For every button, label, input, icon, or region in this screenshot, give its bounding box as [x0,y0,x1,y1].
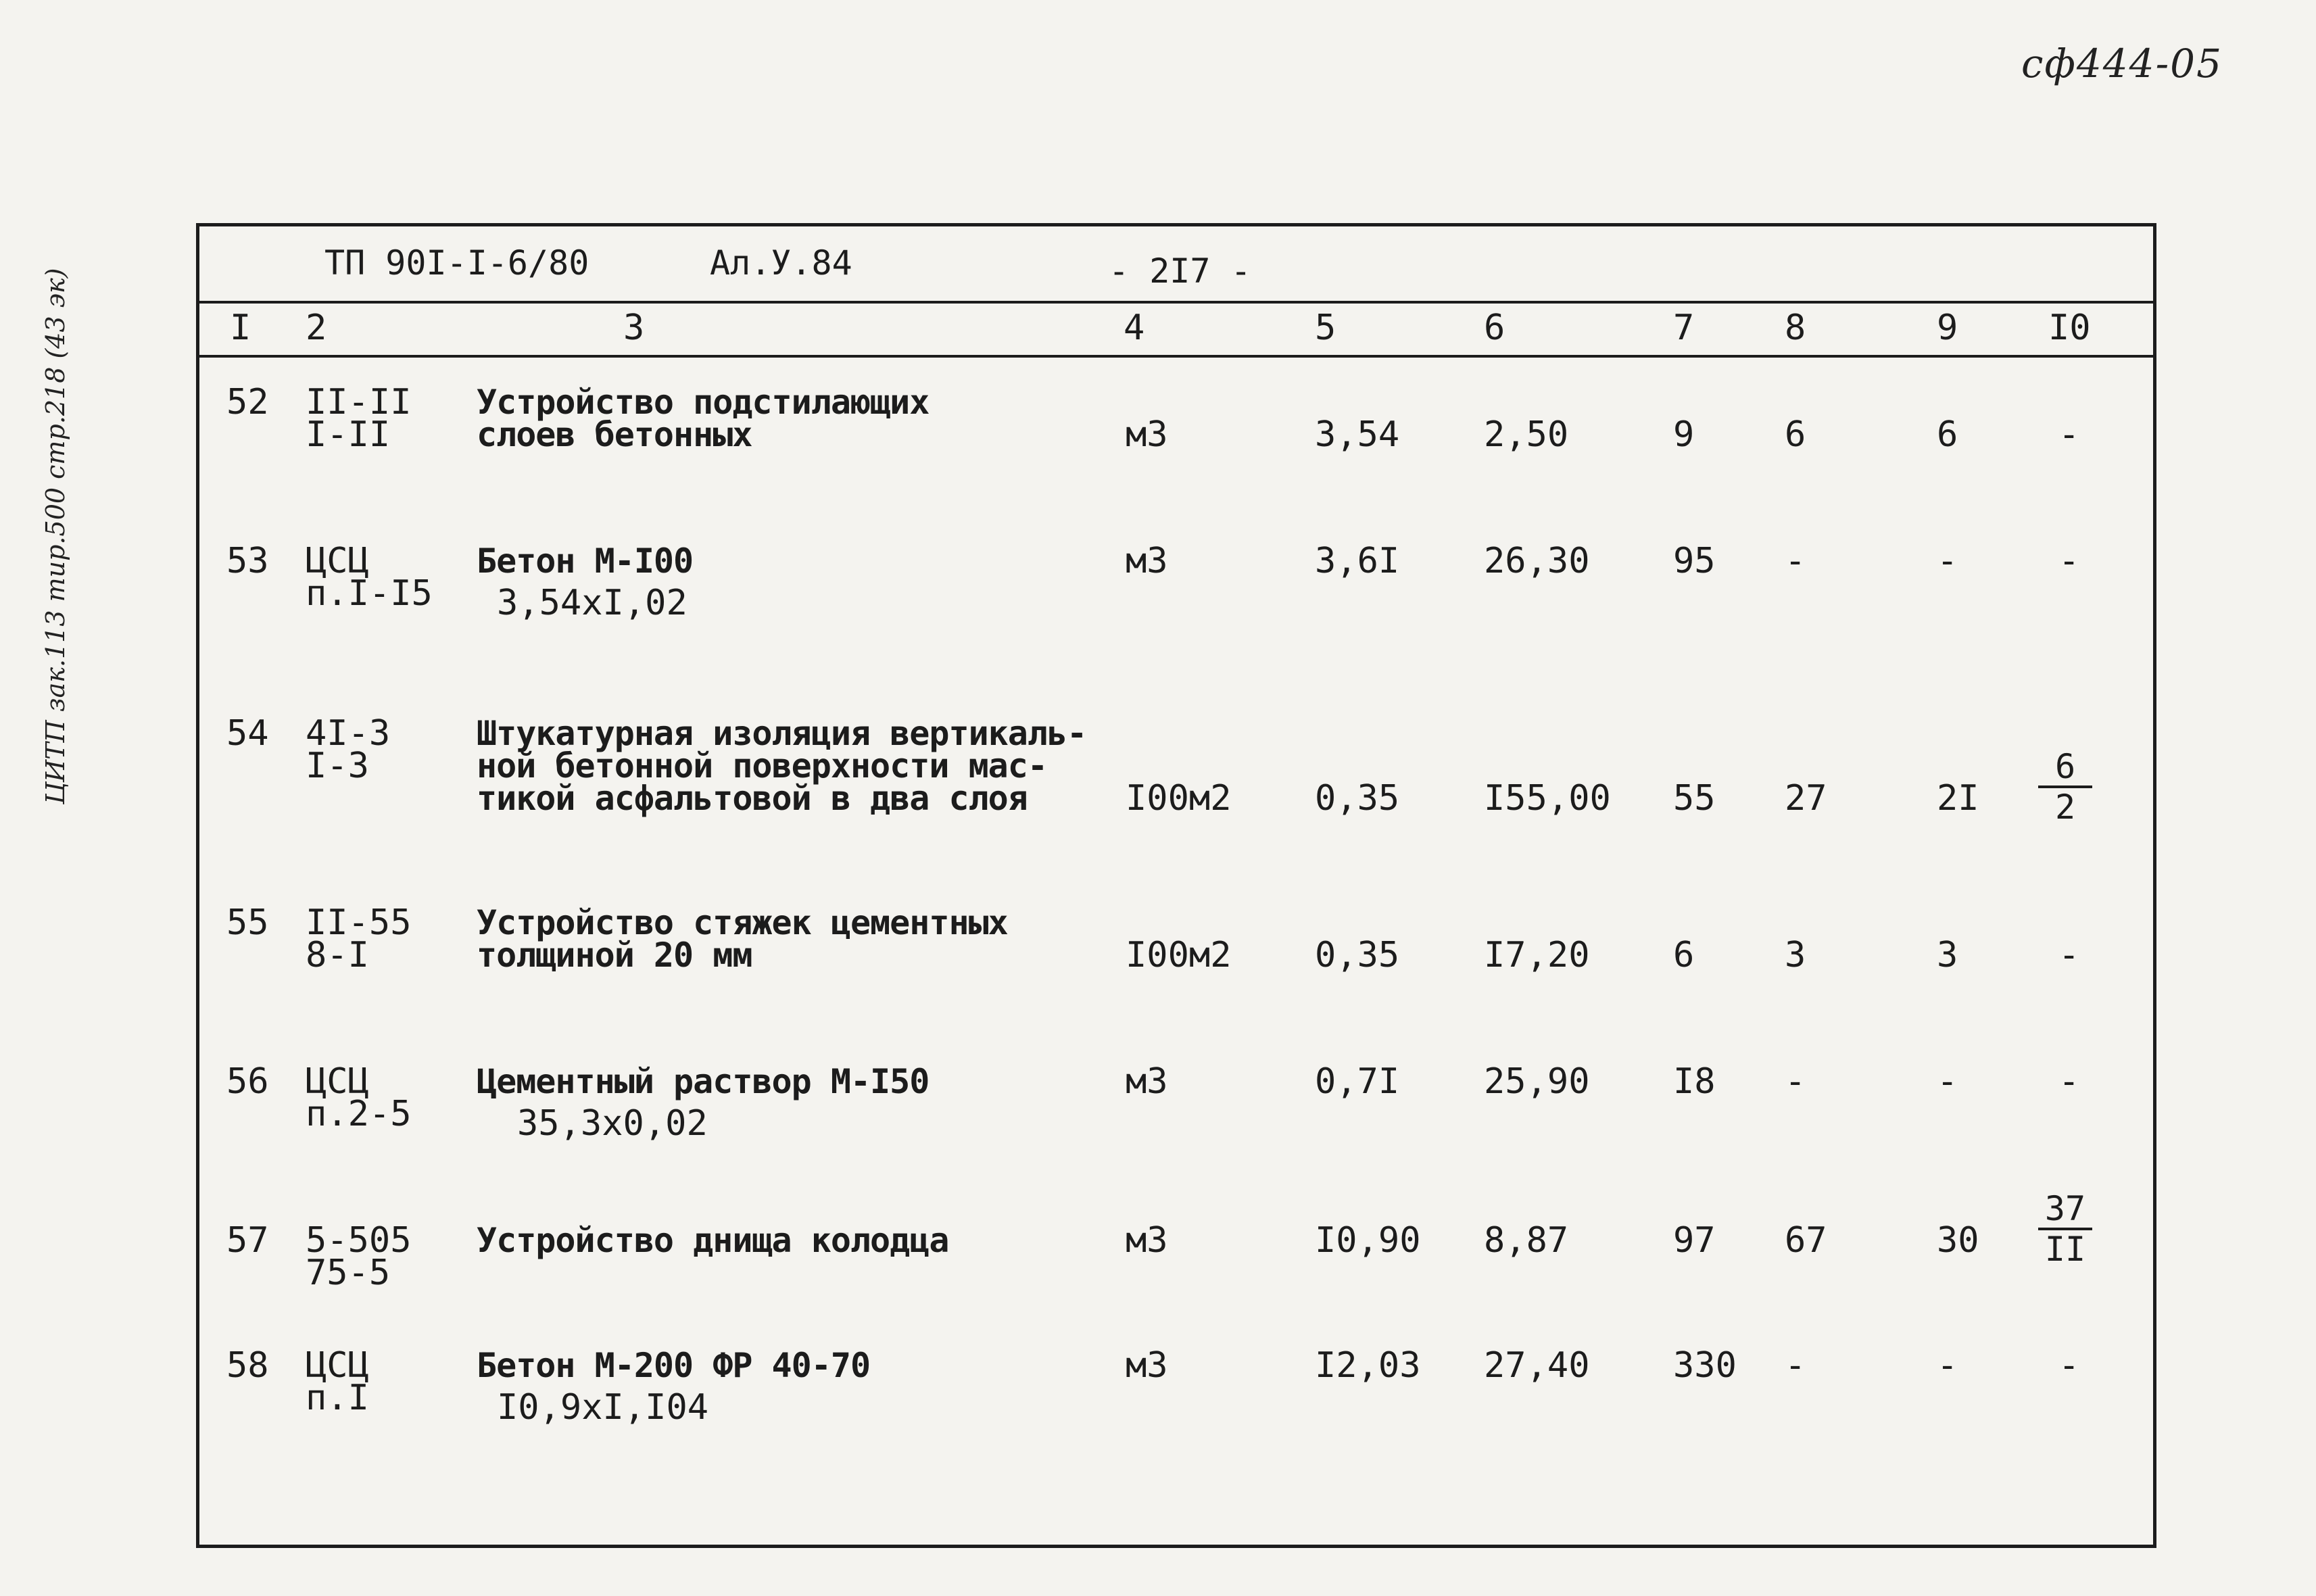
unit-price-value: 8,87 [1484,1220,1569,1261]
column-10-fraction [2038,748,2092,826]
column-9-value: 2I [1937,778,1979,819]
resource-code: 8-I [306,935,369,975]
column-8-value: 6 [1785,414,1806,455]
column-7-value: 6 [1673,935,1695,975]
column-10-value: - [2058,1061,2080,1102]
column-header-6: 6 [1484,308,1505,348]
resource-code: 5-505 [306,1220,412,1261]
quantity-calculation: 3,54xI,02 [497,583,687,623]
resource-code: I-II [306,414,391,455]
column-header-3: 3 [623,308,645,348]
column-7-value: 97 [1673,1220,1716,1261]
unit-price-value: 2,50 [1484,414,1569,455]
quantity-value: 3,54 [1315,414,1400,455]
fraction-numerator: 37 [2038,1190,2092,1230]
resource-code: ЦСЦ [306,1345,369,1386]
unit-of-measure: м3 [1126,1061,1168,1102]
quantity-calculation: 35,3x0,02 [517,1103,708,1144]
work-description: Цементный раствор М-I50 [477,1062,930,1101]
row-number: 58 [226,1345,269,1386]
column-7-value: 330 [1673,1345,1737,1386]
quantity-value: 0,7I [1315,1061,1400,1102]
unit-of-measure: м3 [1126,541,1168,581]
margin-print-stamp: ЦИТП зак.113 тир.500 стр.218 (43 эк) [41,268,70,804]
work-description: слоев бетонных [477,415,752,454]
column-header-1: I [230,308,251,348]
unit-price-value: 26,30 [1484,541,1590,581]
quantity-value: 3,6I [1315,541,1400,581]
column-9-value: 3 [1937,935,1958,975]
row-number: 56 [226,1061,269,1102]
column-9-value: - [1937,1061,1958,1102]
work-description: Устройство стяжек цементных [477,903,1008,942]
unit-of-measure: м3 [1126,1220,1168,1261]
resource-code: ЦСЦ [306,1061,369,1102]
resource-code: п.I-I5 [306,573,433,614]
work-description: Устройство днища колодца [477,1221,949,1260]
column-7-value: 55 [1673,778,1716,819]
album-number: Ал.У.84 [710,243,852,283]
fraction-denominator: II [2044,1230,2086,1269]
quantity-value: 0,35 [1315,935,1400,975]
unit-of-measure: м3 [1126,414,1168,455]
quantity-calculation: I0,9xI,I04 [497,1387,709,1428]
unit-price-value: 27,40 [1484,1345,1590,1386]
row-number: 52 [226,382,269,422]
column-9-value: - [1937,541,1958,581]
column-header-8: 8 [1785,308,1806,348]
column-header-9: 9 [1937,308,1958,348]
resource-code: II-55 [306,902,412,943]
column-10-value: - [2058,414,2080,455]
column-9-value: 6 [1937,414,1958,455]
quantity-value: 0,35 [1315,778,1400,819]
fraction-numerator: 6 [2038,748,2092,788]
unit-of-measure: I00м2 [1126,935,1232,975]
resource-code: I-3 [306,746,369,786]
column-8-value: - [1785,541,1806,581]
work-description: Бетон М-200 ФР 40-70 [477,1346,871,1385]
resource-code: II-II [306,382,412,422]
column-header-7: 7 [1673,308,1695,348]
work-description: Штукатурная изоляция вертикаль- [477,714,1087,753]
project-number: ТП 90I-I-6/80 [324,243,589,283]
resource-code: 75-5 [306,1253,391,1293]
column-8-value: 27 [1785,778,1827,819]
unit-of-measure: м3 [1126,1345,1168,1386]
column-header-10: I0 [2048,308,2091,348]
unit-price-value: I55,00 [1484,778,1611,819]
quantity-value: I0,90 [1315,1220,1421,1261]
column-10-value: - [2058,1345,2080,1386]
column-10-value: - [2058,935,2080,975]
column-header-4: 4 [1124,308,1145,348]
unit-price-value: 25,90 [1484,1061,1590,1102]
resource-code: ЦСЦ [306,541,369,581]
work-description: Устройство подстилающих [477,383,930,422]
resource-code: п.2-5 [306,1094,412,1134]
row-number: 55 [226,902,269,943]
column-10-value: - [2058,541,2080,581]
column-9-value: 30 [1937,1220,1979,1261]
unit-price-value: I7,20 [1484,935,1590,975]
document-code: сф444-05 [2021,41,2223,87]
row-number: 57 [226,1220,269,1261]
column-8-value: - [1785,1061,1806,1102]
column-7-value: 95 [1673,541,1716,581]
work-description: толщиной 20 мм [477,936,752,975]
work-description: тикой асфальтовой в два слоя [477,779,1028,818]
column-header-2: 2 [306,308,327,348]
quantity-value: I2,03 [1315,1345,1421,1386]
resource-code: п.I [306,1378,369,1418]
column-8-value: 3 [1785,935,1806,975]
column-8-value: 67 [1785,1220,1827,1261]
row-number: 53 [226,541,269,581]
fraction-denominator: 2 [2054,788,2076,827]
column-7-value: I8 [1673,1061,1716,1102]
column-header-divider [196,355,2156,358]
column-header-5: 5 [1315,308,1336,348]
column-9-value: - [1937,1345,1958,1386]
column-8-value: - [1785,1345,1806,1386]
resource-code: 4I-3 [306,713,391,754]
work-description: Бетон М-I00 [477,541,694,581]
row-number: 54 [226,713,269,754]
header-divider [196,301,2156,304]
unit-of-measure: I00м2 [1126,778,1232,819]
column-7-value: 9 [1673,414,1695,455]
work-description: ной бетонной поверхности мас- [477,746,1047,785]
column-10-fraction [2038,1190,2092,1268]
page-number: - 2I7 - [1109,251,1251,291]
